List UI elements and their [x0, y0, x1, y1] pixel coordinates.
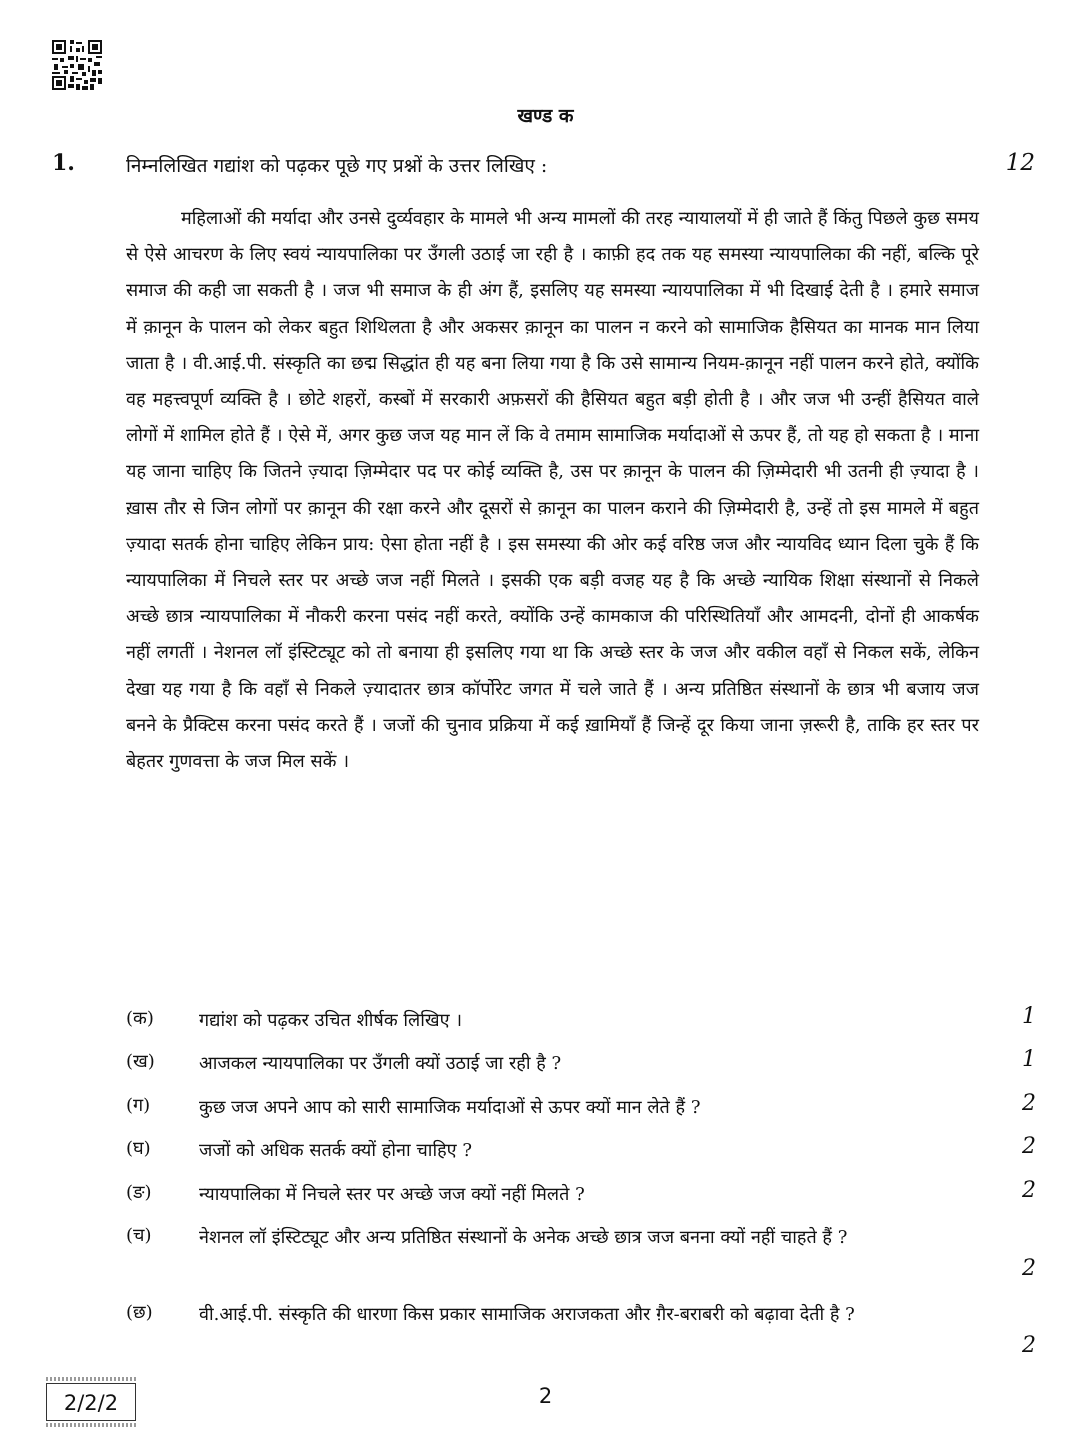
section-title: खण्ड क: [517, 105, 574, 127]
subquestion-marks: 2: [1022, 1256, 1036, 1281]
subquestion-text: नेशनल लॉ इंस्टिट्यूट और अन्य प्रतिष्ठित संस्थानों के अनेक अच्छे छात्र जज बनना क्यों नहीं चाहते हैं ?: [199, 1227, 848, 1248]
subquestion-marks: 2: [1022, 1333, 1036, 1358]
subquestion-text: आजकल न्यायपालिका पर उँगली क्यों उठाई जा रही है ?: [199, 1053, 562, 1074]
subquestion-text: जजों को अधिक सतर्क क्यों होना चाहिए ?: [199, 1140, 472, 1161]
subquestion-label: (छ): [126, 1302, 153, 1323]
subquestion-text: कुछ जज अपने आप को सारी सामाजिक मर्यादाओं से ऊपर क्यों मान लेते हैं ?: [199, 1097, 701, 1118]
subquestion-label: (ग): [126, 1095, 151, 1116]
question-marks: 12: [1005, 150, 1035, 176]
subquestion-marks: 1: [1022, 1047, 1036, 1072]
subquestion-marks: 2: [1022, 1091, 1036, 1116]
subquestion-label: (च): [126, 1225, 152, 1246]
subquestion-text: न्यायपालिका में निचले स्तर पर अच्छे जज क्यों नहीं मिलते ?: [199, 1184, 585, 1205]
subquestion-label: (ङ): [126, 1182, 152, 1203]
paper-code: 2/2/2: [46, 1383, 136, 1421]
qr-code-icon: [52, 40, 102, 90]
subquestion-marks: 1: [1022, 1004, 1036, 1029]
subquestion-marks: 2: [1022, 1134, 1036, 1159]
subquestion-text: गद्यांश को पढ़कर उचित शीर्षक लिखिए ।: [199, 1010, 463, 1031]
question-number: 1.: [52, 150, 75, 176]
question-instruction: निम्नलिखित गद्यांश को पढ़कर पूछे गए प्रश्नों के उत्तर लिखिए :: [126, 155, 548, 177]
page-number: 2: [538, 1384, 553, 1408]
subquestion-label: (क): [126, 1008, 154, 1029]
subquestion-marks: 2: [1022, 1178, 1036, 1203]
passage-text: महिलाओं की मर्यादा और उनसे दुर्व्यवहार के मामले भी अन्य मामलों की तरह न्यायालयों में ही जाते हैं किंतु पिछले कुछ समय से ऐसे आचरण के लिए स्वयं न्यायपालिका पर उँगली उठाई जा रही है । काफ़ी हद तक यह समस्या न्यायपालिका की नहीं, बल्कि पूरे समाज की कही जा सकती है । जज भी समाज के ही अंग हैं, इसलिए यह समस्या न्यायपालिका में भी दिखाई देती है । हमारे समाज में क़ानून के पालन को लेकर बहुत शिथिलता है और अकसर क़ानून का पालन न करने को सामाजिक हैसियत का मानक मान लिया जाता है । वी.आई.पी. संस्कृति का छद्म सिद्धांत ही यह बना लिया गया है कि उसे सामान्य नियम-क़ानून नहीं पालन करने होते, क्योंकि वह महत्त्वपूर्ण व्यक्ति है । छोटे शहरों, कस्बों में सरकारी अफ़सरों की हैसियत बहुत बड़ी होती है । और जज भी उन्हीं हैसियत वाले लोगों में शामिल होते हैं । ऐसे में, अगर कुछ जज यह मान लें कि वे तमाम सामाजिक मर्यादाओं से ऊपर हैं, तो यह हो सकता है । माना यह जाना चाहिए कि जितने ज़्यादा ज़िम्मेदार पद पर कोई व्यक्ति है, उस पर क़ानून के पालन की ज़िम्मेदारी भी उतनी ही ज़्यादा है । ख़ास तौर से जिन लोगों पर क़ानून की रक्षा करने और दूसरों से क़ानून का पालन कराने की ज़िम्मेदारी है, उन्हें तो इस मामले में बहुत ज़्यादा सतर्क होना चाहिए लेकिन प्राय: ऐसा होता नहीं है । इस समस्या की ओर कई वरिष्ठ जज और न्यायविद ध्यान दिला चुके हैं कि न्यायपालिका में निचले स्तर पर अच्छे जज नहीं मिलते । इसकी एक बड़ी वजह यह है कि अच्छे न्यायिक शिक्षा संस्थानों से निकले अच्छे छात्र न्यायपालिका में नौकरी करना पसंद नहीं करते, क्योंकि उन्हें कामकाज की परिस्थितियाँ और आमदनी, दोनों ही आकर्षक नहीं लगतीं । नेशनल लॉ इंस्टिट्यूट को तो बनाया ही इसलिए गया था कि अच्छे स्तर के जज और वकील वहाँ से निकल सकें, लेकिन देखा यह गया है कि वहाँ से निकले ज़्यादातर छात्र कॉर्पोरेट जगत में चले जाते हैं । अन्य प्रतिष्ठित संस्थानों के छात्र भी बजाय जज बनने के प्रैक्टिस करना पसंद करते हैं । जजों की चुनाव प्रक्रिया में कई ख़ामियाँ हैं जिन्हें दूर किया जाना ज़रूरी है, ताकि हर स्तर पर बेहतर गुणवत्ता के जज मिल सकें ।: [126, 208, 979, 773]
subquestion-text: वी.आई.पी. संस्कृति की धारणा किस प्रकार सामाजिक अराजकता और ग़ैर-बराबरी को बढ़ावा देती है ?: [199, 1304, 855, 1325]
code-box-top-strip: [46, 1377, 136, 1381]
subquestion-label: (ख): [126, 1051, 155, 1072]
subquestion-label: (घ): [126, 1138, 151, 1159]
code-box-bottom-strip: [46, 1423, 136, 1427]
